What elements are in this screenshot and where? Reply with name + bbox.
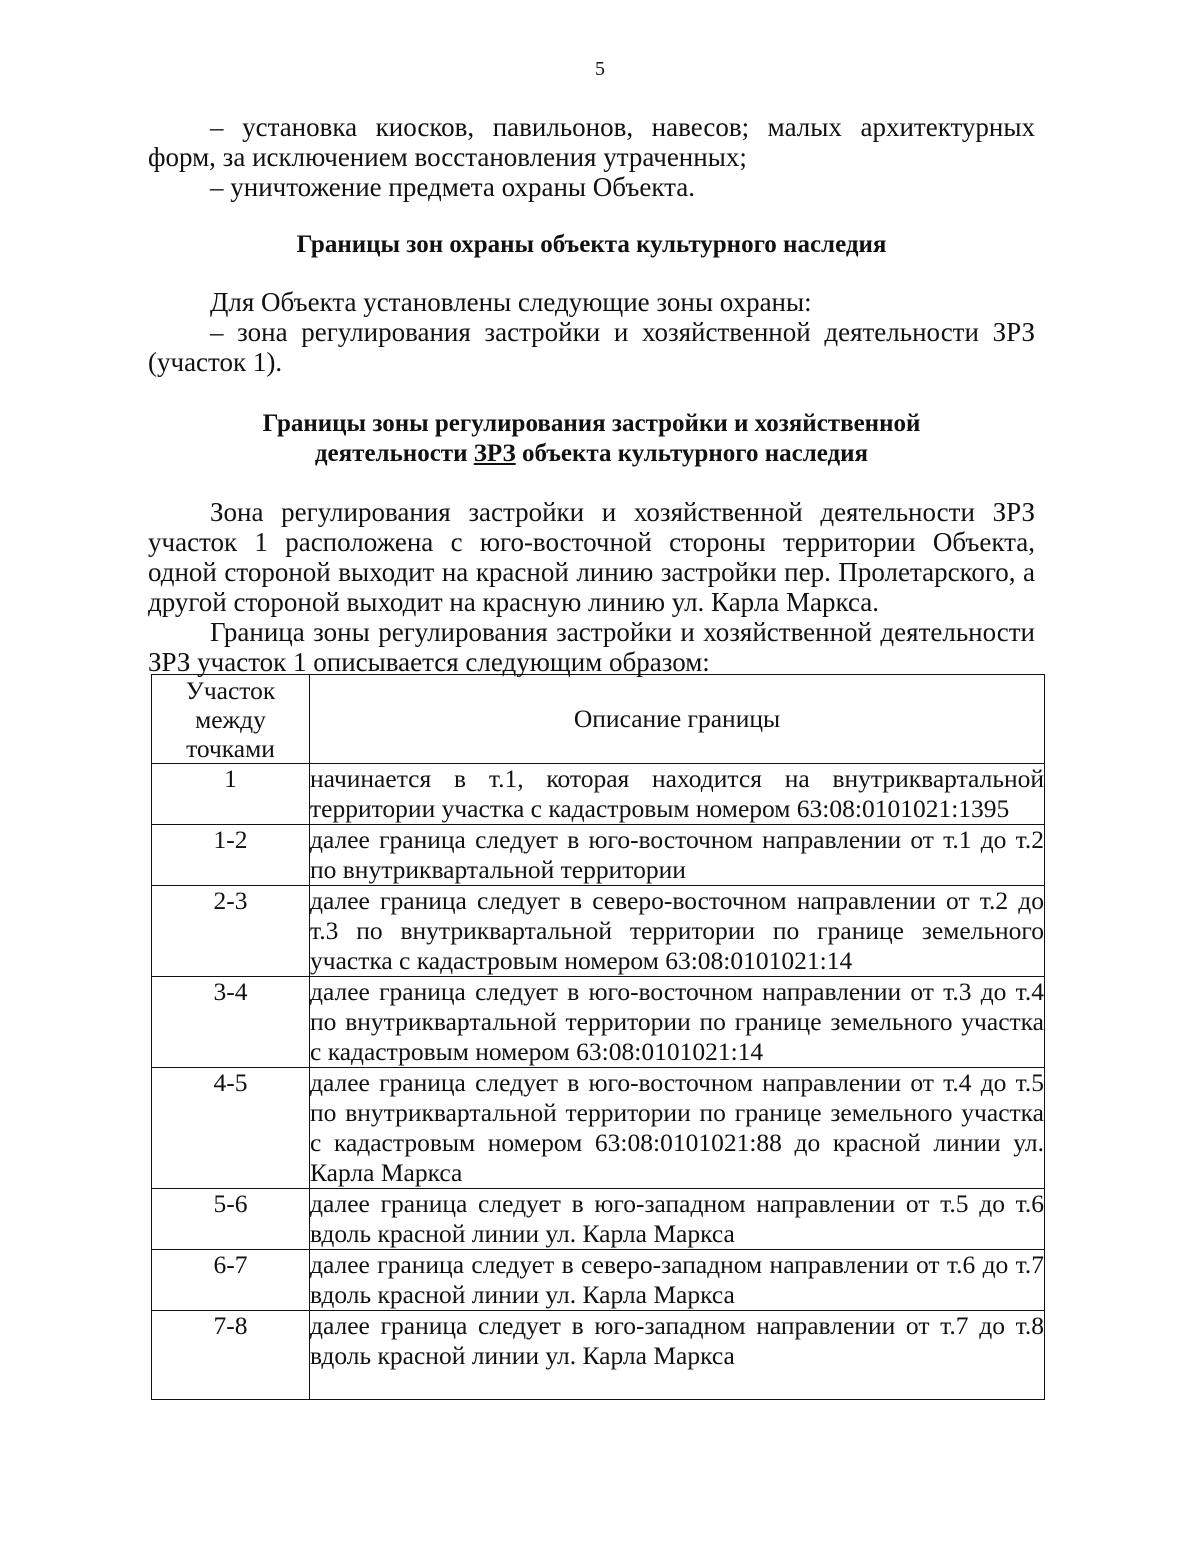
segment-cell: 7-8 [152, 1311, 310, 1400]
list-item-kiosks: – установка киосков, павильонов, навесов; малых архитектурных форм, за исключением восстановления утраченных; [148, 112, 1035, 172]
table-row [152, 977, 1045, 1068]
zrz-heading-line2-end: объекта культурного наследия [515, 440, 869, 467]
table-row [152, 1311, 1045, 1400]
segment-cell: 2-3 [152, 886, 310, 977]
segment-cell: 1 [152, 764, 310, 825]
description-cell: далее граница следует в юго-западном направлении от т.5 до т.6 вдоль красной линии ул. Карла Маркса [310, 1189, 1044, 1248]
description-cell: далее граница следует в юго-восточном направлении от т.3 до т.4 по внутриквартальной территории по границе земельного участка с кадастровым номером 63:08:0101021:14 [310, 977, 1044, 1066]
protection-zone-item: – зона регулирования застройки и хозяйственной деятельности ЗРЗ (участок 1). [148, 317, 1035, 377]
section-heading-zrz [148, 409, 1035, 469]
description-cell: далее граница следует в северо-западном направлении от т.6 до т.7 вдоль красной линии ул. Карла Маркса [310, 1250, 1044, 1309]
protection-zones-intro: Для Объекта установлены следующие зоны охраны: [210, 287, 812, 317]
segment-cell: 4-5 [152, 1068, 310, 1189]
table-row [152, 1068, 1045, 1189]
segment-cell: 1-2 [152, 825, 310, 886]
boundary-table [151, 674, 1045, 1400]
table-row [152, 825, 1045, 886]
table-row [152, 1189, 1045, 1250]
description-cell: начинается в т.1, которая находится на внутриквартальной территории участка с кадастровым номером 63:08:0101021:1395 [310, 764, 1044, 823]
section-heading-protection-zones: Границы зон охраны объекта культурного наследия [296, 231, 887, 258]
description-cell: далее граница следует в юго-восточном направлении от т.4 до т.5 по внутриквартальной территории по границе земельного участка с кадастровым номером 63:08:0101021:88 до красной линии ул. Карла Маркса [310, 1068, 1044, 1187]
zrz-heading-line2-start: деятельности [314, 440, 474, 467]
zrz-heading-line1: Границы зоны регулирования застройки и хозяйственной [262, 410, 921, 437]
page-number: 5 [595, 58, 605, 80]
description-cell: далее граница следует в юго-западном направлении от т.7 до т.8 вдоль красной линии ул. Карла Маркса [310, 1311, 1045, 1400]
zrz-boundary-intro: Граница зоны регулирования застройки и хозяйственной деятельности ЗРЗ участок 1 описывается следующим образом: [148, 617, 1035, 677]
column-header-segment: Участок между точками [152, 675, 310, 764]
segment-cell: 3-4 [152, 977, 310, 1068]
table-header-row [152, 675, 1045, 764]
segment-cell: 6-7 [152, 1250, 310, 1311]
zrz-location-paragraph: Зона регулирования застройки и хозяйственной деятельности ЗРЗ участок 1 расположена с юго-восточной стороны территории Объекта, одной стороной выходит на красной линию застройки пер. Пролетарского, а другой стороной выходит на красную линию ул. Карла Маркса. [148, 497, 1035, 617]
description-cell: далее граница следует в юго-восточном направлении от т.1 до т.2 по внутриквартальной территории [310, 825, 1044, 884]
table-row [152, 886, 1045, 977]
zrz-abbreviation: ЗРЗ [473, 440, 516, 467]
description-cell: далее граница следует в северо-восточном направлении от т.2 до т.3 по внутриквартальной территории по границе земельного участка с кадастровым номером 63:08:0101021:14 [310, 886, 1044, 975]
segment-cell: 5-6 [152, 1189, 310, 1250]
table-row [152, 764, 1045, 825]
column-header-description: Описание границы [310, 675, 1045, 764]
table-row [152, 1250, 1045, 1311]
list-item-destruction: – уничтожение предмета охраны Объекта. [210, 172, 695, 202]
